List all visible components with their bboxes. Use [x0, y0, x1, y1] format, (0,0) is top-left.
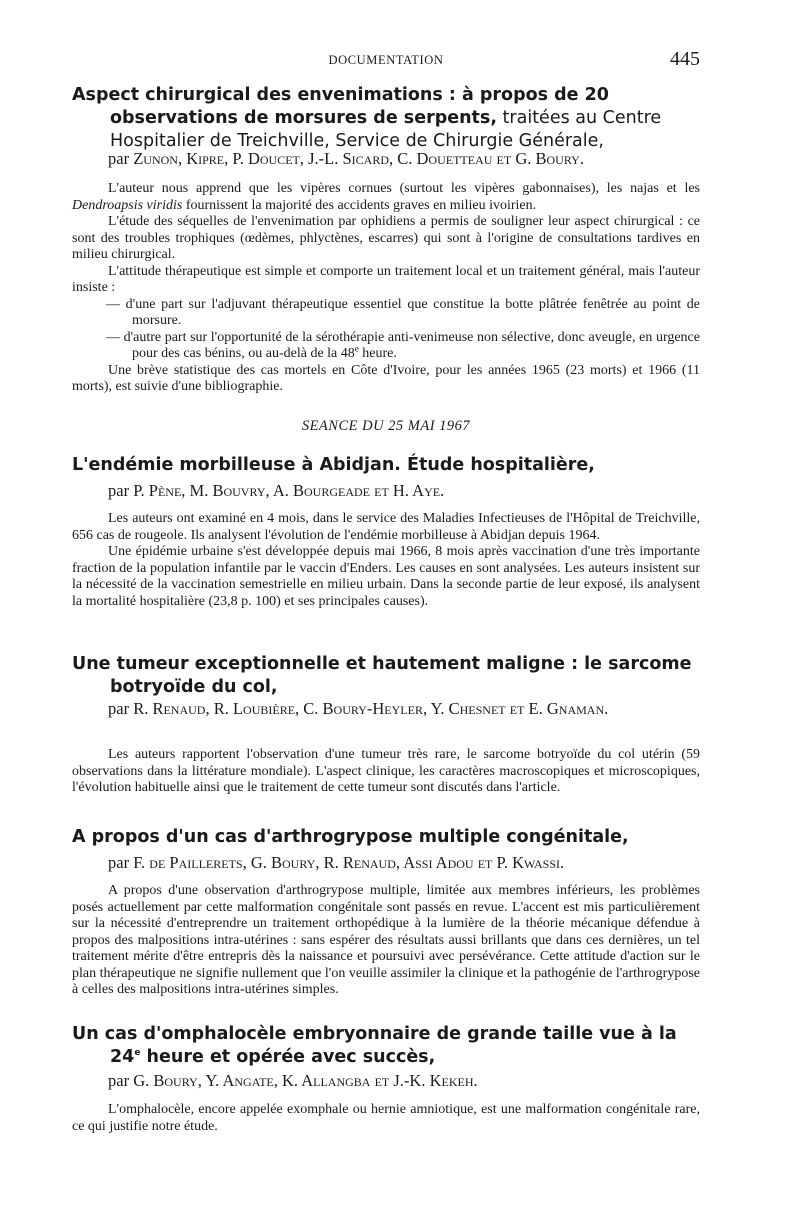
article-sarcome-botryoide	[72, 653, 700, 699]
article-abstract	[72, 181, 700, 396]
authors-list: G. Boury, Y. Angate, K. Allangba et J.-K. Kekeh.	[133, 1071, 478, 1090]
article-title	[72, 84, 700, 153]
authors-par: par	[108, 1071, 130, 1090]
article-abstract	[72, 883, 700, 999]
session-heading: SEANCE DU 25 MAI 1967	[301, 418, 471, 434]
text-run: fournissent la majorité des accidents graves en milieu ivoirien.	[182, 197, 537, 213]
article-authors	[72, 148, 700, 169]
abstract-paragraph: Les auteurs rapportent l'observation d'une tumeur très rare, le sarcome botryoïde du col utérin (59 observations dans la littérature mondiale). L'aspect clinique, les caractères macroscopiques et microscopiques, l'évolution habituelle ainsi que le traitement de cette tumeur sont discutés dans l'article.	[72, 747, 700, 795]
authors-list: Zunon, Kipre, P. Doucet, J.-L. Sicard, C. Douetteau et G. Boury.	[133, 149, 584, 168]
article-arthrogrypose	[72, 826, 700, 849]
abstract-paragraph: A propos d'une observation d'arthrogrypose multiple, limitée aux membres inférieurs, les problèmes posés actuellement par cette malformation congénitale sont passés en revue. L'accent est mis particulièrement sur la nécessité d'entreprendre un traitement orthopédique à la lumière de la théorie mécanique défendue à propos des malpositions intra-utérines : sans espérer des résultats aussi brillants que dans ces dernières, un tel traitement mérite d'être entrepris dès la naissance et poursuivi avec persévérance. Cette attitude d'action sur le plan thérapeutique ne signifie nullement que l'on veuille assimiler la clinique et la pathogénie de l'arthrogrypose à celles des malpositions intra-utérines simples.	[72, 883, 700, 997]
article-title: L'endémie morbilleuse à Abidjan. Étude hospitalière,	[72, 455, 595, 475]
article-abstract	[72, 511, 700, 610]
abstract-paragraph: L'omphalocèle, encore appelée exomphale ou hernie amniotique, est une malformation congénitale rare, ce qui justifie notre étude.	[72, 1102, 700, 1134]
article-abstract	[72, 1102, 700, 1135]
authors-par: par	[108, 853, 130, 872]
title-plain-part: traitées au Centre Hospitalier de Treichville, Service de Chirurgie Générale,	[110, 108, 662, 151]
text-run: L'auteur nous apprend que les vipères cornues (surtout les vipères gabonnaises), les najas et les	[108, 181, 700, 196]
abstract-paragraph: L'étude des séquelles de l'envenimation par ophidiens a permis de souligner leur aspect chirurgical : ce sont des troubles trophiques (œdèmes, phlyctènes, escarres) qui sont à l'origine de consultations tardives en milieu chirurgical.	[72, 214, 700, 262]
authors-list: F. de Paillerets, G. Boury, R. Renaud, Assi Adou et P. Kwassi.	[133, 853, 565, 872]
text-run: heure et opérée avec succès,	[140, 1047, 436, 1067]
text-run: — d'autre part sur l'opportunité de la sérothérapie anti-venimeuse non sélective, donc aveugle, en urgence pour des cas bénins, ou au-delà de la 48	[106, 329, 700, 361]
superscript: e	[354, 343, 359, 354]
authors-par: par	[108, 149, 130, 168]
dash-item	[72, 330, 700, 363]
running-header	[72, 50, 700, 70]
article-title	[72, 1023, 700, 1069]
article-endemie-morbilleuse	[72, 454, 700, 477]
text-run: heure.	[358, 346, 397, 361]
article-authors	[72, 480, 700, 501]
session-heading-block	[72, 418, 700, 435]
article-authors	[72, 852, 700, 873]
article-title: Une tumeur exceptionnelle et hautement maligne : le sarcome botryoïde du col,	[72, 654, 692, 697]
running-title: DOCUMENTATION	[328, 53, 444, 67]
abstract-paragraph: Les auteurs ont examiné en 4 mois, dans le service des Maladies Infectieuses de l'Hôpital de Treichville, 656 cas de rougeole. Ils analysent l'évolution de l'endémie morbilleuse à Abidjan depuis 1964.	[72, 511, 700, 543]
authors-par: par	[108, 699, 130, 718]
title-bold-part: Aspect chirurgical des envenimations : à propos de 20 observations de morsures de serpents,	[72, 85, 609, 128]
article-abstract	[72, 747, 700, 797]
abstract-paragraph: Une épidémie urbaine s'est développée depuis mai 1966, 8 mois après vaccination d'une très importante fraction de la population infantile par le vaccin d'Enders. Les causes en sont analysées. Les auteurs insistent sur la nécessité de la vaccination semestrielle en milieu urbain. Dans la seconde partie de leur exposé, ils analysent la mortalité hospitalière (23,8 p. 100) et ses principales causes).	[72, 544, 700, 609]
authors-par: par	[108, 481, 130, 500]
abstract-paragraph	[72, 181, 700, 214]
page-number: 445	[670, 48, 700, 70]
authors-list: P. Pène, M. Bouvry, A. Bourgeade et H. Aye.	[133, 481, 445, 500]
article-omphalocele	[72, 1023, 700, 1069]
article-authors	[72, 698, 700, 719]
text-run: Un cas d'omphalocèle embryonnaire de grande taille vue à la 24	[72, 1024, 677, 1067]
article-title: A propos d'un cas d'arthrogrypose multiple congénitale,	[72, 827, 629, 847]
dash-item: — d'une part sur l'adjuvant thérapeutique essentiel que constitue la botte plâtrée fenêtrée au point de morsure.	[106, 296, 700, 328]
authors-list: R. Renaud, R. Loubière, C. Boury-Heyler, Y. Chesnet et E. Gnaman.	[133, 699, 609, 718]
article-authors	[72, 1070, 700, 1091]
abstract-paragraph: Une brève statistique des cas mortels en Côte d'Ivoire, pour les années 1965 (23 morts) et 1966 (11 morts), est suivie d'une bibliographie.	[72, 362, 700, 394]
species-name: Dendroapsis viridis	[72, 197, 183, 213]
superscript: e	[134, 1048, 141, 1059]
abstract-paragraph: L'attitude thérapeutique est simple et comporte un traitement local et un traitement général, mais l'auteur insiste :	[72, 263, 700, 295]
article-envenimations	[72, 84, 700, 153]
